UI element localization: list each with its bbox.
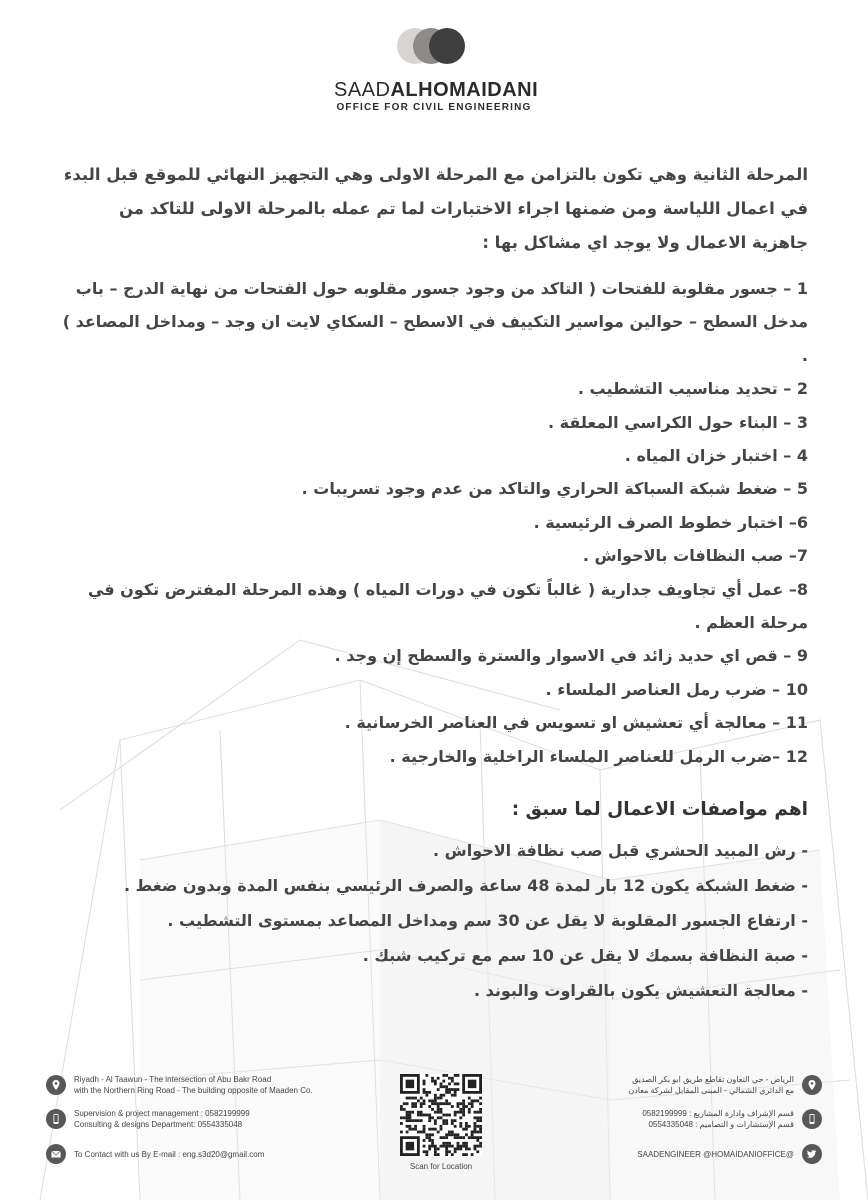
address-ar-line-2: مع الدائري الشمالي - المبنى المقابل لشركة معادن bbox=[628, 1086, 794, 1095]
list-item: 8– عمل أي تجاويف جدارية ( غالباً تكون في دورات المياه ) وهذه المرحلة المفترض تكون في مرحلة العظم . bbox=[87, 579, 808, 633]
list-item: 4 – اختبار خزان المياه . bbox=[624, 446, 808, 466]
brand-name bbox=[334, 79, 539, 101]
footer-email-en bbox=[46, 1144, 264, 1164]
footer-address-ar bbox=[628, 1074, 822, 1096]
spec-item: - رش المبيد الحشري قبل صب نظافة الاحواش . bbox=[432, 841, 808, 861]
email-icon bbox=[46, 1144, 66, 1164]
list-item: 10 – ضرب رمل العناصر الملساء . bbox=[545, 679, 808, 699]
social-handles[interactable]: @SAADENGINEER @HOMAIDANIOFFICE bbox=[637, 1149, 794, 1159]
document-body bbox=[60, 158, 808, 1008]
location-pin-icon bbox=[802, 1075, 822, 1095]
company-logo bbox=[334, 28, 539, 118]
list-item: 1 – جسور مقلوبة للفتحات ( التاكد من وجود جسور مقلوبه حول الفتحات من نهاية الدرج – باب مدخل السطح – حوالين مواسير التكييف في الاسطح – السكاي لايت ان وجد – ومداخل المصاعد ) . bbox=[62, 279, 808, 365]
consulting-phone-ar: قسم الإستشارات و التصاميم : 0554335048 bbox=[648, 1120, 794, 1129]
list-item: 9 – قص اي حديد زائد في الاسوار والسترة والسطح إن وجد . bbox=[334, 646, 808, 666]
footer-address-en bbox=[46, 1074, 313, 1096]
brand-name-light: SAAD bbox=[334, 79, 391, 101]
twitter-icon bbox=[802, 1144, 822, 1164]
brand-name-bold: ALHOMAIDANI bbox=[390, 79, 539, 101]
spec-item: - ارتفاع الجسور المقلوبة لا يقل عن 30 سم ومداخل المصاعد بمستوى التشطيب . bbox=[167, 911, 808, 931]
list-item: 7– صب النظافات بالاحواش . bbox=[582, 546, 808, 566]
address-en-line-1: Riyadh - Al Taawun - The intersection of Abu Bakr Road bbox=[74, 1075, 272, 1084]
list-item: 5 – ضغط شبكة السباكة الحراري والتاكد من عدم وجود تسريبات . bbox=[301, 479, 808, 499]
list-item: 6– اختبار خطوط الصرف الرئيسية . bbox=[533, 512, 808, 532]
footer-social bbox=[637, 1144, 822, 1164]
footer-phones-en bbox=[46, 1108, 250, 1130]
address-ar-line-1: الرياض - حي التعاون تقاطع طريق ابو بكر الصديق bbox=[632, 1075, 794, 1084]
supervision-phone-en: Supervision & project management : 0582199999 bbox=[74, 1109, 250, 1118]
brand-tagline: OFFICE FOR CIVIL ENGINEERING bbox=[336, 102, 532, 113]
list-item: 11 – معالجة أي تعشيش او تسويس في العناصر الخرسانية . bbox=[344, 713, 808, 733]
stage-items-list bbox=[60, 272, 808, 773]
spec-item: - صبة النظافة بسمك لا يقل عن 10 سم مع تركيب شبك . bbox=[362, 946, 808, 966]
footer-phones-ar bbox=[642, 1108, 822, 1130]
list-item: 3 – البناء حول الكراسي المعلقة . bbox=[548, 412, 808, 432]
list-item: 2 – تحديد مناسيب التشطيب . bbox=[577, 379, 808, 399]
supervision-phone-ar: قسم الإشراف وادارة المشاريع : 0582199999 bbox=[642, 1109, 794, 1118]
consulting-phone-en: Consulting & designs Department: 0554335048 bbox=[74, 1120, 243, 1129]
intro-paragraph: المرحلة الثانية وهي تكون بالتزامن مع المرحلة الاولى وهي التجهيز النهائي للموقع قبل البدء في اعمال اللياسة ومن ضمنها اجراء الاختبارات لما تم عمله بالمرحلة الاولى للتاكد من جاهزية الاعمال ولا يوجد اي مشاكل بها : bbox=[63, 165, 808, 252]
address-en-line-2: with the Northern Ring Road - The building opposite of Maaden Co. bbox=[74, 1086, 313, 1095]
page-footer bbox=[0, 1068, 868, 1200]
location-pin-icon bbox=[46, 1075, 66, 1095]
phone-icon bbox=[46, 1109, 66, 1129]
email-link[interactable]: To Contact with us By E-mail : eng.s3d20@gmail.com bbox=[74, 1149, 265, 1159]
list-item: 12 –ضرب الرمل للعناصر الملساء الراخلية والخارجية . bbox=[389, 746, 808, 766]
specs-list bbox=[60, 833, 808, 1008]
spec-item: - ضغط الشبكة يكون 12 بار لمدة 48 ساعة والصرف الرئيسي بنفس المدة وبدون ضغط . bbox=[124, 876, 808, 896]
spec-item: - معالجة التعشيش يكون بالقراوت والبوند . bbox=[473, 981, 808, 1001]
specs-heading: اهم مواصفات الاعمال لما سبق : bbox=[511, 799, 808, 821]
phone-icon bbox=[802, 1109, 822, 1129]
logo-circles-icon bbox=[397, 28, 471, 68]
qr-caption: Scan for Location bbox=[409, 1162, 473, 1171]
location-qr-code[interactable] bbox=[400, 1074, 482, 1156]
